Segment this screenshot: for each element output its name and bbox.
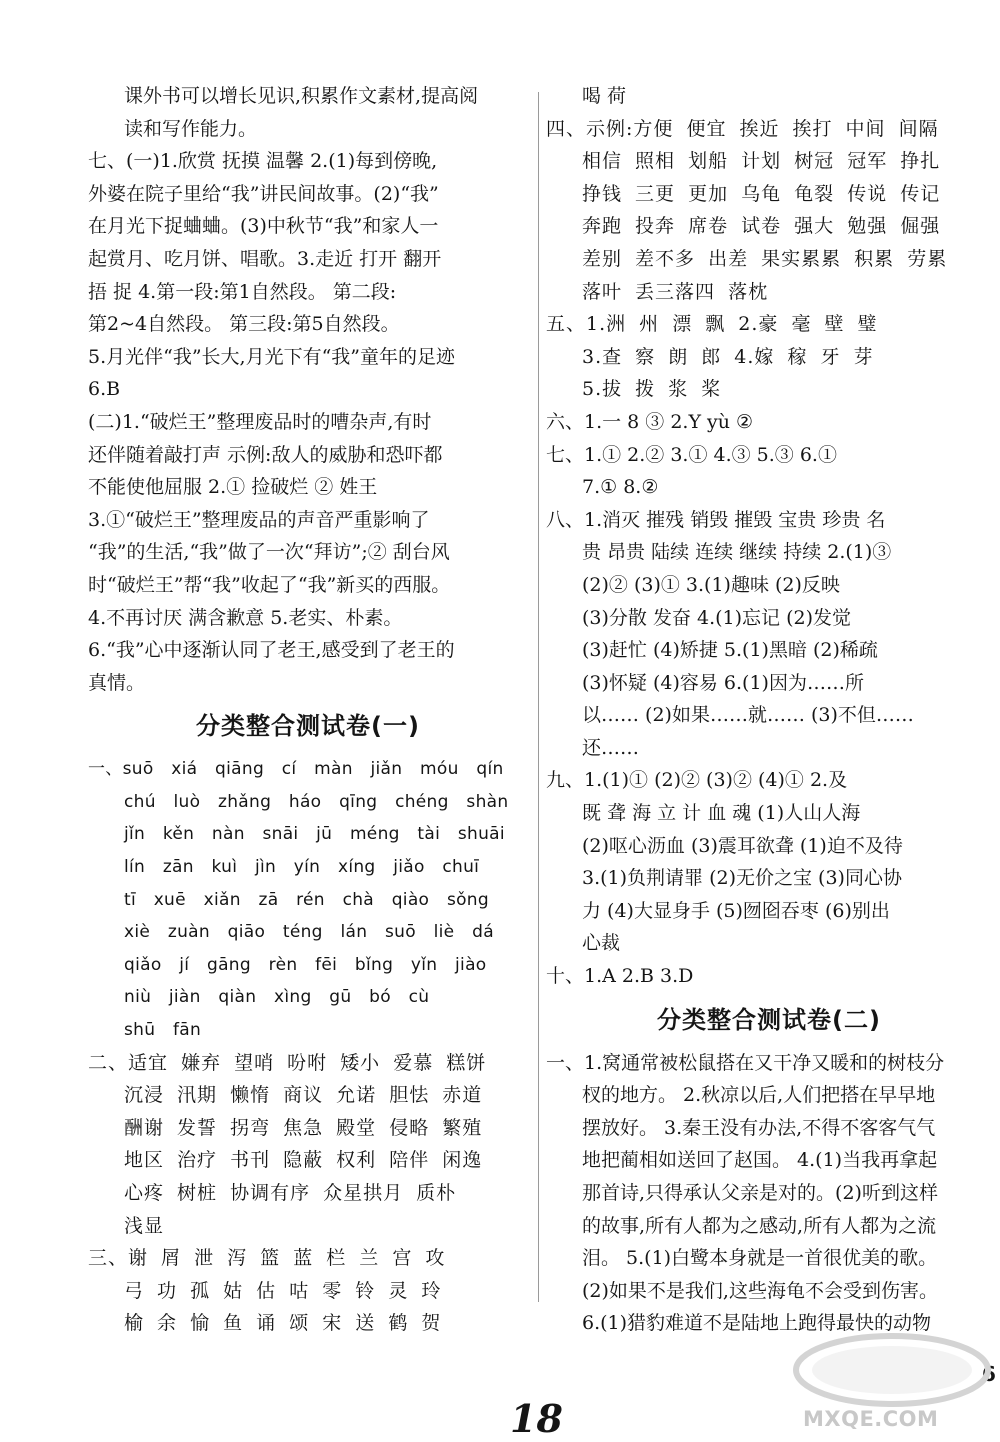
answer-line: 时“破烂王”帮“我”收起了“我”新买的西服。 <box>88 573 451 596</box>
answer-line: 捂 捉 4.第一段:第1自然段。 第二段: <box>88 280 397 303</box>
answer-line: “我”的生活,“我”做了一次“拜访”;② 刮台风 <box>88 541 450 564</box>
section-answer-line: 的故事,所有人都为之感动,所有人都为之流 <box>582 1214 937 1237</box>
answer-line: 以…… (2)如果……就…… (3)不但…… <box>582 704 914 727</box>
section-answer-line: 杈的地方。 2.秋凉以后,人们把搭在早早地 <box>582 1084 936 1107</box>
answer-line: 6.B <box>88 378 121 401</box>
answer-line: 相信 照相 划船 计划 树冠 冠军 挣扎 <box>582 150 941 173</box>
section-answer-line: 一、1.窝通常被松鼠搭在又干净又暖和的树枝分 <box>546 1051 945 1074</box>
answer-line: 挣钱 三更 更加 乌龟 龟裂 传说 传记 <box>582 182 941 205</box>
answer-line: (二)1.“破烂王”整理废品时的嘈杂声,有时 <box>88 410 432 433</box>
answer-line: (2)呕心沥血 (3)震耳欲聋 (1)迫不及待 <box>582 834 903 857</box>
answer-line: 八、1.消灭 摧残 销毁 摧毁 宝贵 珍贵 名 <box>546 508 886 531</box>
section-answer-line: 地区 治疗 书刊 隐蔽 权利 陪伴 闲逸 <box>124 1149 483 1172</box>
answer-line: 贵 昂贵 陆续 连续 继续 持续 2.(1)③ <box>582 541 892 564</box>
section-answer-line: (2)如果不是我们,这些海龟不会受到伤害。 <box>582 1279 938 1302</box>
section-title: 分类整合测试卷(二) <box>657 1005 881 1034</box>
answer-line: 3.查 察 朗 郎 4.嫁 稼 牙 芽 <box>582 345 874 368</box>
section-answer-line: chú luò zhǎng háo qīng chéng shàn <box>124 791 509 812</box>
section-answer-line: 6.(1)猎豹难道不是陆地上跑得最快的动物 <box>582 1312 932 1335</box>
page-number: 6 <box>982 1362 996 1386</box>
left-column <box>88 80 528 1340</box>
answer-line: 喝 荷 <box>582 85 627 107</box>
answer-line: 真情。 <box>88 671 146 694</box>
answer-line: (3)分散 发奋 4.(1)忘记 (2)发觉 <box>582 606 851 629</box>
section-answer-line: shū fān <box>124 1020 202 1041</box>
answer-line: 四、示例:方便 便宜 挨近 挨打 中间 间隔 <box>546 117 939 140</box>
section-answer-line: 心疼 树桩 协调有序 众星拱月 质朴 <box>124 1182 457 1204</box>
answer-line: 九、1.(1)① (2)② (3)② (4)① 2.及 <box>546 769 848 792</box>
section-answer-line: 摆放好。 3.秦王没有办法,不得不客客气气 <box>582 1116 936 1139</box>
section-answer-line: 酬谢 发誓 拐弯 焦急 殿堂 侵略 繁殖 <box>124 1116 483 1139</box>
right-column <box>546 80 992 1340</box>
answer-line: 第2~4自然段。 第三段:第5自然段。 <box>88 313 400 336</box>
answer-line: 七、1.① 2.② 3.① 4.③ 5.③ 6.① <box>546 443 837 466</box>
answer-line: (3)怀疑 (4)容易 6.(1)因为……所 <box>582 671 864 694</box>
answer-line: 4.不再讨厌 满含歉意 5.老实、朴素。 <box>88 606 403 629</box>
section-answer-line: 一、suō xiá qiāng cí màn jiǎn móu qín <box>88 759 504 780</box>
answer-line: 五、1.洲 州 漂 飘 2.豪 毫 壁 璧 <box>546 313 878 336</box>
section-answer-line: 弓 功 孤 姑 估 咕 零 铃 灵 玲 <box>124 1279 442 1302</box>
section-answer-line: 那首诗,只得承认父亲是对的。(2)听到这样 <box>582 1182 938 1204</box>
answer-line: 外婆在院子里给“我”讲民间故事。(2)“我” <box>88 182 439 205</box>
section-answer-line: 地把蔺相如送回了赵国。 4.(1)当我再拿起 <box>582 1149 938 1172</box>
answer-line: 不能使他屈服 2.① 捡破烂 ② 姓王 <box>88 476 378 499</box>
answer-line: (2)② (3)① 3.(1)趣味 (2)反映 <box>582 573 840 596</box>
answer-line: 6.“我”心中逐渐认同了老王,感受到了老王的 <box>88 639 455 662</box>
section-answer-line: 沉浸 汛期 懒惰 商议 允诺 胆怯 赤道 <box>124 1084 483 1107</box>
section-answer-line: xiè zuàn qiāo téng lán suō liè dá <box>124 922 494 943</box>
answer-line: 六、1.一 8 ③ 2.Y yù ② <box>546 410 754 433</box>
section-answer-line: jǐn kěn nàn snāi jū méng tài shuāi <box>124 824 505 845</box>
answer-line: 奔跑 投奔 席卷 试卷 强大 勉强 倔强 <box>582 215 941 238</box>
section-answer-line: 浅显 <box>124 1214 165 1237</box>
answer-line: 落叶 丢三落四 落枕 <box>582 280 769 303</box>
section-answer-line: niù jiàn qiàn xìng gū bó cù <box>124 987 430 1008</box>
answer-line: 还…… <box>582 736 640 759</box>
section-answer-line: 二、适宜 嫌弃 望哨 吩咐 矮小 爱慕 糕饼 <box>88 1051 487 1074</box>
section-answer-line: 榆 余 愉 鱼 诵 颂 宋 送 鹤 贺 <box>124 1312 442 1335</box>
answer-line: 7.① 8.② <box>582 476 659 499</box>
answer-line: 课外书可以增长见识,积累作文素材,提高阅 <box>124 85 479 107</box>
answer-line: 起赏月、吃月饼、唱歌。3.走近 打开 翻开 <box>88 247 442 270</box>
answer-line: 差别 差不多 出差 果实累累 积累 劳累 <box>582 247 948 270</box>
answer-line: 心裁 <box>582 932 621 955</box>
watermark-url: MXQE.COM <box>803 1407 939 1431</box>
answer-line: 十、1.A 2.B 3.D <box>546 965 694 988</box>
answer-line: 3.(1)负荆请罪 (2)无价之宝 (3)同心协 <box>582 867 902 890</box>
answer-line: 读和写作能力。 <box>124 117 258 140</box>
answer-line: 七、(一)1.欣赏 抚摸 温馨 2.(1)每到傍晚, <box>88 150 438 173</box>
answer-line: 在月光下捉蛐蛐。(3)中秋节“我”和家人一 <box>88 215 439 238</box>
answer-line: 3.①“破烂王”整理废品的声音严重影响了 <box>88 508 430 531</box>
section-answer-line: qiǎo jí gāng rèn fēi bǐng yǐn jiào <box>124 954 487 975</box>
answer-line: 既 聋 海 立 计 血 魂 (1)人山人海 <box>582 802 861 825</box>
answer-line: 5.月光伴“我”长大,月光下有“我”童年的足迹 <box>88 345 456 368</box>
section-title: 分类整合测试卷(一) <box>196 712 420 741</box>
answer-line: (3)赶忙 (4)矫捷 5.(1)黑暗 (2)稀疏 <box>582 639 878 662</box>
answer-line: 还伴随着敲打声 示例:敌人的威胁和恐吓都 <box>88 443 443 466</box>
answer-line: 5.拔 拨 浆 桨 <box>582 378 722 401</box>
handwritten-mark: 18 <box>510 1396 563 1441</box>
section-answer-line: 泪。 5.(1)白鹭本身就是一首很优美的歌。 <box>582 1247 938 1270</box>
column-divider <box>538 92 539 1302</box>
answer-line: 力 (4)大显身手 (5)囫囵吞枣 (6)别出 <box>582 899 890 922</box>
section-answer-line: tī xuē xiǎn zā rén chà qiào sǒng <box>124 889 489 910</box>
section-answer-line: 三、谢 屑 泄 泻 篮 蓝 栏 兰 宫 攻 <box>88 1247 446 1270</box>
section-answer-line: lín zān kuì jìn yín xíng jiǎo chuī <box>124 857 480 878</box>
